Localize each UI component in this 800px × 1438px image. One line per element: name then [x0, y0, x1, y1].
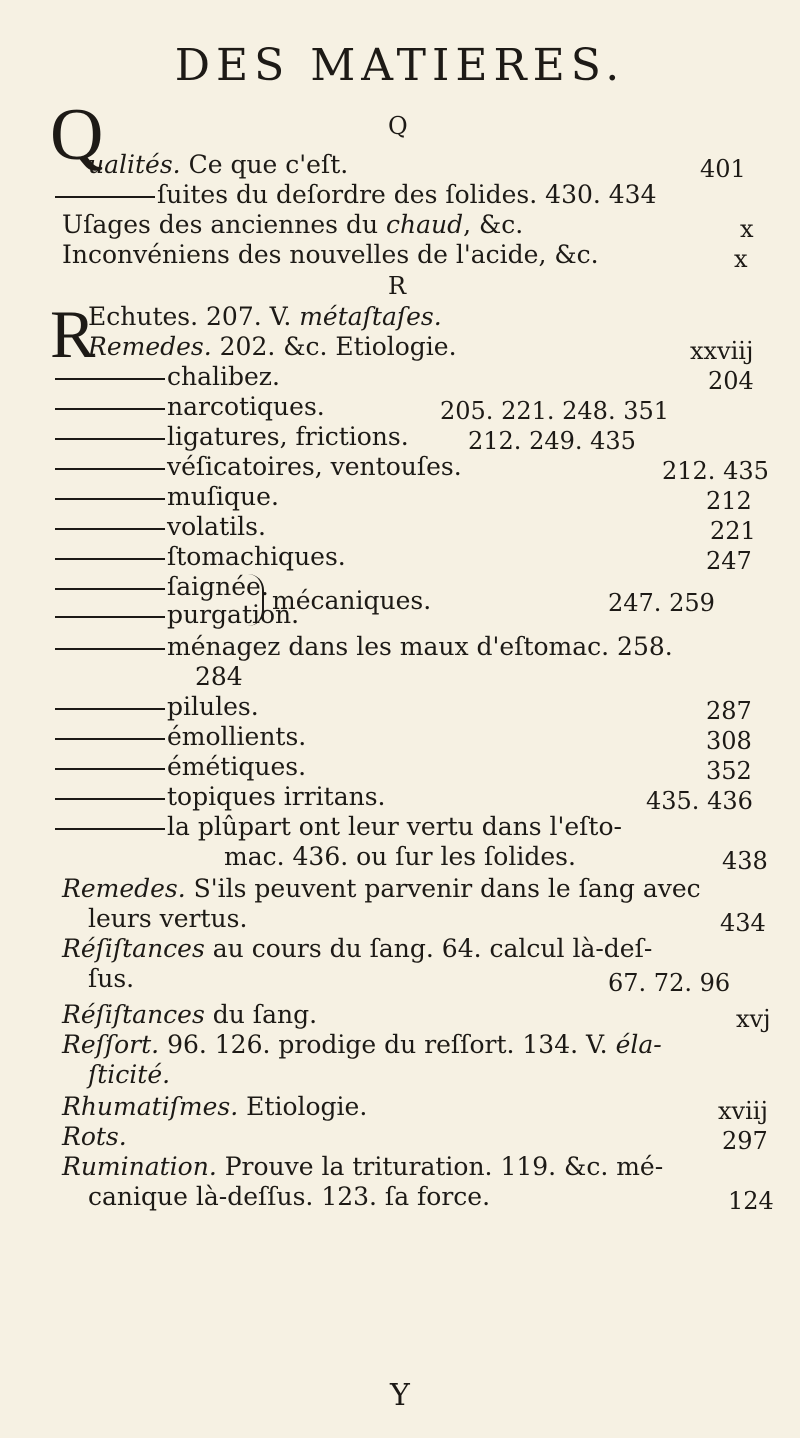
entry-text: chalibez. [55, 362, 280, 392]
entry-pages: 67. 72. 96 [608, 969, 731, 997]
entry-text: leurs vertus. [88, 904, 248, 933]
entry-pages: x [740, 215, 754, 243]
entry-pages: 247. 259 [608, 589, 715, 617]
entry-pages: 352 [706, 757, 752, 785]
entry-text: ligatures, frictions. [55, 422, 409, 452]
entry-text: pilules. [55, 692, 259, 722]
entry-pages: 297 [722, 1127, 768, 1155]
entry-text: ſtomachiques. [55, 542, 346, 572]
entry-text: ſus. [88, 964, 135, 993]
entry-pages: 435. 436 [646, 787, 753, 815]
signature-mark: Y [390, 1378, 410, 1413]
entry-pages: xviij [718, 1097, 768, 1125]
entry-text: véſicatoires, ventouſes. [55, 452, 462, 482]
entry-text: ſaignée. [55, 572, 269, 602]
entry-text: volatils. [55, 512, 266, 542]
entry-text: topiques irritans. [55, 782, 386, 812]
entry-text: la plûpart ont leur vertu dans l'eſto- [55, 812, 622, 842]
entry-pages: 401 [700, 155, 746, 183]
entry-pages: 308 [706, 727, 752, 755]
entry-text: Réſiſtances au cours du ſang. 64. calcul là-deſ- [62, 934, 653, 963]
entry-text: ſticité. [88, 1060, 171, 1089]
entry-text: Remedes. S'ils peuvent parvenir dans le ſang avec [62, 874, 701, 903]
entry-pages: 212. 249. 435 [468, 427, 636, 455]
entry-pages: xvj [736, 1005, 771, 1033]
entry-text: purgation. [55, 600, 299, 630]
entry-text: canique là-deſſus. 123. ſa force. [88, 1182, 491, 1211]
entry-pages: x [734, 245, 748, 273]
section-letter-q: Q [388, 112, 408, 140]
entry-pages: 438 [722, 847, 768, 875]
entry-text: émétiques. [55, 752, 306, 782]
entry-pages: 287 [706, 697, 752, 725]
entry-text: mécaniques. [272, 586, 432, 615]
entry-text: ualités. Ce que c'eſt. [88, 150, 349, 179]
entry-pages: xxviij [690, 337, 754, 365]
entry-pages: 124 [728, 1187, 774, 1215]
drop-cap-r: R [50, 296, 96, 372]
entry-pages: 212. 435 [662, 457, 769, 485]
entry-text: Rumination. Prouve la trituration. 119. &c. mé- [62, 1152, 664, 1181]
entry-text: 284 [195, 662, 243, 691]
entry-text: mac. 436. ou ſur les ſolides. [224, 842, 576, 871]
entry-pages: 204 [708, 367, 754, 395]
running-head: DES MATIERES. [174, 40, 626, 91]
section-letter-r: R [388, 272, 407, 300]
entry-pages: 434 [720, 909, 766, 937]
entry-text: Uſages des anciennes du chaud, &c. [62, 210, 524, 239]
entry-text: Rhumatiſmes. Etiologie. [62, 1092, 368, 1121]
drop-cap-q: Q [50, 94, 104, 176]
entry-pages: 212 [706, 487, 752, 515]
entry-text: Echutes. 207. V. métaſtaſes. [88, 302, 442, 331]
entry-pages: 247 [706, 547, 752, 575]
entry-text: Rots. [62, 1122, 127, 1151]
entry-text: ſuites du deſordre des ſolides. 430. 434 [55, 180, 657, 210]
entry-text: Réſiſtances du ſang. [62, 1000, 318, 1029]
entry-text: ménagez dans les maux d'eſtomac. 258. [55, 632, 673, 662]
entry-text: Remedes. 202. &c. Etiologie. [88, 332, 457, 361]
entry-text: Inconvéniens des nouvelles de l'acide, &c. [62, 240, 599, 269]
entry-text: Reſſort. 96. 126. prodige du reſſort. 134. V. éla- [62, 1030, 662, 1059]
entry-text: muſique. [55, 482, 279, 512]
entry-pages: 221 [710, 517, 756, 545]
entry-pages: 205. 221. 248. 351 [440, 397, 670, 425]
entry-text: émollients. [55, 722, 306, 752]
entry-text: narcotiques. [55, 392, 325, 422]
brace [248, 574, 264, 626]
